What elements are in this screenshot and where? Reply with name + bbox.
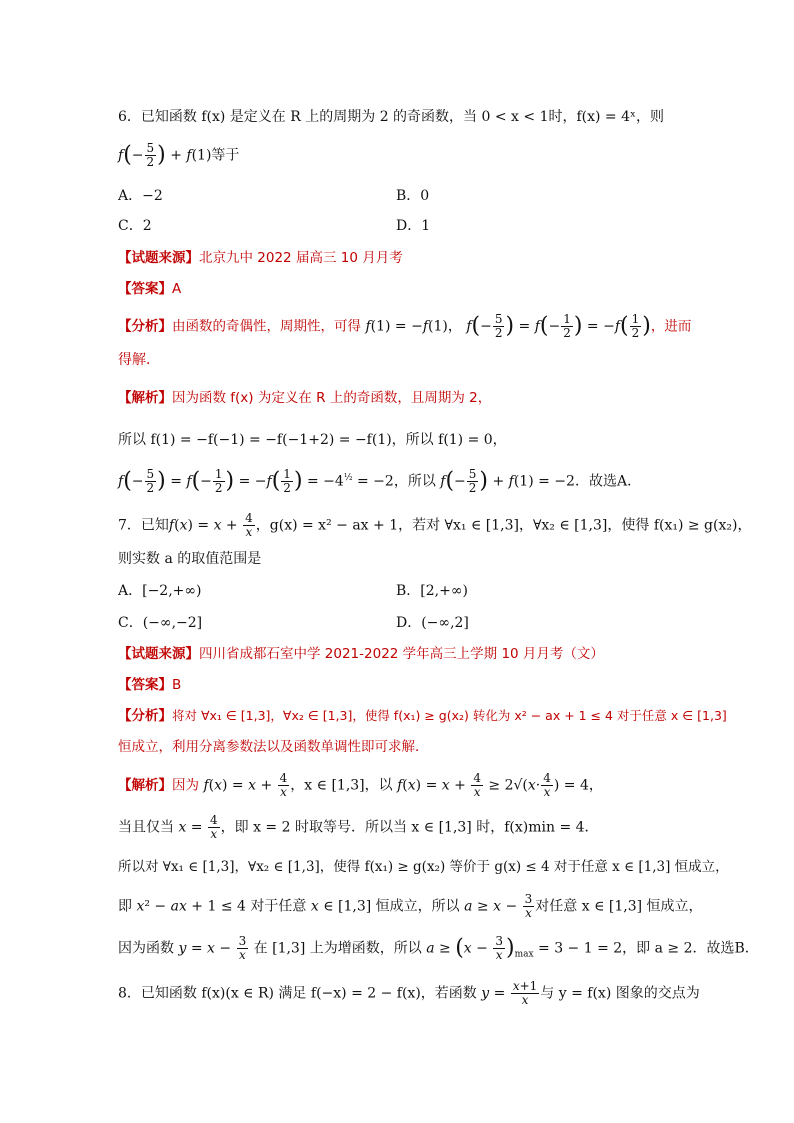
q7-answer-tag: 【答案】 xyxy=(118,677,172,693)
q7-solution-line5: 因为函数 y = x − $\frac{3}{x}$ 在 [1,3] 上为增函数，所以 a ≥ (x − $\frac{3}{x}$ )$_{max} = 3 - 1 = 2$，即 a ≥ 2．故选B． xyxy=(118,934,759,962)
q6-solution-line1 xyxy=(118,386,734,410)
q7-source-tag: 【试题来源】 xyxy=(118,646,199,662)
q6-analysis-line2: 得解． xyxy=(118,352,160,368)
q6-solution-tail: ．故选A． xyxy=(574,473,642,490)
q6-answer-text: A xyxy=(172,281,182,297)
q7-solution-line3: 所以对 ∀x₁ ∈ [1,3]，∀x₂ ∈ [1,3]，使得 f(x₁) ≥ g(x₂) 等价于 g(x) ≤ 4 对于任意 x ∈ [1,3] 恒成立， xyxy=(118,859,729,875)
q7-analysis-text2: 恒成立，利用分离参数法以及函数单调性即可求解． xyxy=(118,739,429,755)
q7-option-b: B．[2,+∞) xyxy=(396,583,468,599)
q7-source-line xyxy=(118,642,734,666)
q6-analysis-tail: ，进而 xyxy=(650,318,692,335)
q6-option-c: C．2 xyxy=(118,218,152,234)
q6-stem-line2: f(− $\frac{5}{2}$ ) + f(1)等于 xyxy=(118,141,240,169)
q7-option-a: A．[−2,+∞) xyxy=(118,583,202,599)
q7-solution-text4: 对任意 x ∈ [1,3] 恒成立， xyxy=(535,898,703,915)
q6-option-a: A．−2 xyxy=(118,188,163,204)
q7-solution-line2: 当且仅当 x = $\frac{4}{x}$ ，即 x = 2 时取等号．所以当 x ∈ [1,3] 时，f(x)min = 4． xyxy=(118,813,599,841)
q6-solution-tag: 【解析】 xyxy=(118,390,172,406)
q6-source-line xyxy=(118,246,734,270)
q7-solution-text1a: 因为 xyxy=(172,777,199,794)
q7-option-d: D．(−∞,2] xyxy=(396,615,469,631)
q6-analysis-line1: 【分析】由函数的奇偶性，周期性，可得 f(1) = −f(1)， f(− $\frac{5}{2}$ ) = f(− $\frac{1}{2}$ ) = −f( $\frac{1}{2}$ )，进而 xyxy=(118,312,692,340)
q7-analysis-line1 xyxy=(118,704,734,729)
q7-source-text: 四川省成都石室中学 2021-2022 学年高三上学期 10 月月考（文） xyxy=(199,646,604,662)
q7-solution-line1: 【解析】因为 f(x) = x + $\frac{4}{x}$ ，x ∈ [1,3]，以 f(x) = x + $\frac{4}{x}$ ≥ 2√(x· $\frac{4}{x}$ ) = 4， xyxy=(118,771,603,799)
q6-source-text: 北京九中 2022 届高三 10 月月考 xyxy=(199,250,403,266)
q6-option-d: D．1 xyxy=(396,218,431,234)
q6-analysis-tag: 【分析】 xyxy=(118,318,172,335)
q7-answer-line xyxy=(118,673,734,697)
q7-stem-line1: 7．已知f(x) = x + $\frac{4}{x}$ ，g(x) = x² − ax + 1，若对 ∀x₁ ∈ [1,3]，∀x₂ ∈ [1,3]，使得 f(x₁) ≥ g(x₂)， xyxy=(118,511,752,539)
q7-answer-text: B xyxy=(172,677,182,693)
q7-stem-line2: 则实数 a 的取值范围是 xyxy=(118,551,262,567)
q7-solution-line4: 即 x² − ax + 1 ≤ 4 对于任意 x ∈ [1,3] 恒成立，所以 a ≥ x − $\frac{3}{x}$ 对任意 x ∈ [1,3] 恒成立， xyxy=(118,892,703,920)
q6-analysis-text1: 由函数的奇偶性，周期性，可得 xyxy=(172,318,361,335)
q8-stem-tail: 与 y = f(x) 图象的交点为 xyxy=(540,985,700,1002)
q6-stem-line1: 6．已知函数 f(x) 是定义在 R 上的周期为 2 的奇函数，当 0 < x < 1时，f(x) = 4ˣ，则 xyxy=(118,109,664,125)
q7-solution-text5: = 3 − 1 = 2，即 a ≥ 2．故选B． xyxy=(538,940,759,957)
q7-analysis-line2 xyxy=(118,735,734,759)
q6-solution-text1: 因为函数 f(x) 为定义在 R 上的奇函数，且周期为 2， xyxy=(172,390,492,406)
q6-solution-line2: 所以 f(1) = −f(−1) = −f(−1+2) = −f(1)，所以 f(1) = 0， xyxy=(118,432,507,448)
q7-analysis-tag: 【分析】 xyxy=(118,708,172,724)
q6-stem-tail: 等于 xyxy=(211,147,240,164)
q8-stem-line1: 8．已知函数 f(x)(x ∈ R) 满足 f(−x) = 2 − f(x)，若函数 y = $\frac{x+1}{x}$ 与 y = f(x) 图象的交点为 xyxy=(118,979,700,1007)
q6-option-b: B．0 xyxy=(396,188,430,204)
q7-solution-text1b: ，x ∈ [1,3]，以 xyxy=(290,777,393,794)
q7-option-c: C．(−∞,−2] xyxy=(118,615,203,631)
q7-solution-tag: 【解析】 xyxy=(118,777,172,794)
q6-source-tag: 【试题来源】 xyxy=(118,250,199,266)
q7-solution-text2: ，即 x = 2 时取等号．所以当 x ∈ [1,3] 时，f(x)min = 4． xyxy=(220,819,599,836)
q7-stem-mid: ，g(x) = x² − ax + 1，若对 ∀x₁ ∈ [1,3]，∀x₂ ∈ [1,3]，使得 f(x₁) ≥ g(x₂)， xyxy=(255,517,752,534)
q6-answer-tag: 【答案】 xyxy=(118,281,172,297)
q6-solution-line3: f(− $\frac{5}{2}$ ) = f(− $\frac{1}{2}$ ) = −f( $\frac{1}{2}$ ) = $-4^{\frac{1}{2}} = -2$，所以 f(− $\frac{5}{2}$ ) + f(1) = −2．故选A． xyxy=(118,467,642,496)
q7-analysis-text1: 将对 ∀x₁ ∈ [1,3]，∀x₂ ∈ [1,3]，使得 f(x₁) ≥ g(x₂) 转化为 x² − ax + 1 ≤ 4 对于任意 x ∈ [1,3] xyxy=(172,708,727,723)
q7-stem-start: 7．已知 xyxy=(118,517,169,534)
q6-answer-line xyxy=(118,277,734,301)
q8-stem-start: 8．已知函数 f(x)(x ∈ R) 满足 f(−x) = 2 − f(x)，若函数 xyxy=(118,985,477,1002)
